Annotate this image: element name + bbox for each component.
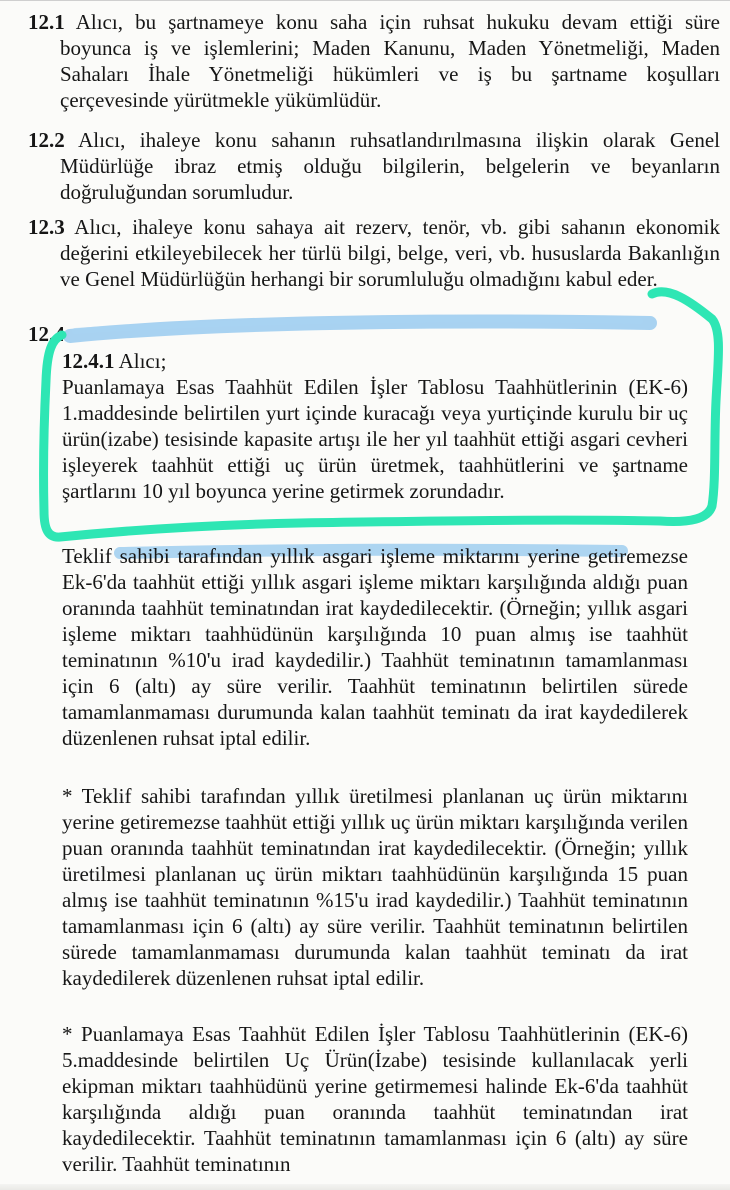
subsection-12-4-1-heading xyxy=(62,348,688,374)
section-text: Alıcı, bu şartnameye konu saha için ruhsat hukuku devam ettiği süre boyunca iş ve işlemlerini; Maden Kanunu, Maden Yönetmeliği, Maden Sahaları İhale Yönetmeliği hükümleri ve iş bu şartname koşulları çerçevesinde yürütmekle yükümlüdür. xyxy=(60,10,721,112)
paragraph-penalty-equipment xyxy=(62,1021,688,1177)
section-number: 12.1 xyxy=(28,10,65,34)
paragraph-text: Teklif sahibi tarafından yıllık asgari işleme miktarını yerine getiremezse Ek-6'da taahhüt ettiği yıllık asgari işleme miktarı karşılığında aldığı puan oranında taahhüt teminatından irat kaydedilecektir. (Örneğin; yıllık asgari işleme miktarı taahhüdünün karşılığında 10 puan almış ise taahhüt teminatının %10'u irad kaydedilir.) Taahhüt teminatının tamamlanması için 6 (altı) ay süre verilir. Taahhüt teminatının belirtilen sürede tamamlanmaması durumunda kalan taahhüt teminatı da irat kaydedilerek düzenlenen ruhsat iptal edilir. xyxy=(62,544,688,750)
paragraph-text: * Teklif sahibi tarafından yıllık üretilmesi planlanan uç ürün miktarını yerine getiremezse taahhüt ettiği yıllık uç ürün miktarı karşılığında verilen puan oranında taahhüt teminatından irat kaydedilecektir. (Örneğin; yıllık üretilmesi planlanan uç ürün miktarı taahhüdünün karşılığında 15 puan almış ise taahhüt teminatının %15'u irad kaydedilir.) Taahhüt teminatının tamamlanması için 6 (altı) ay süre verilir. Taahhüt teminatının belirtilen sürede tamamlanmaması durumunda kalan taahhüt teminatı da irat kaydedilerek düzenlenen ruhsat iptal edilir. xyxy=(62,784,688,990)
section-number: 12.3 xyxy=(28,215,65,239)
subsection-heading: Alıcı; xyxy=(118,349,167,373)
page-bottom-edge xyxy=(0,1184,730,1190)
section-12-2 xyxy=(28,127,720,205)
subsection-text: Puanlamaya Esas Taahhüt Edilen İşler Tablosu Taahhütlerinin (EK-6) 1.maddesinde belirtilen yurt içinde kuracağı veya yurtiçinde kurulu bir uç ürün(izabe) tesisinde kapasite artışı ile her yıl taahhüt ettiği asgari cevheri işleyerek taahhüt ettiği uç ürün üretmek, taahhütlerini ve şartname şartlarını 10 yıl boyunca yerine getirmek zorundadır. xyxy=(62,375,688,503)
section-12-1 xyxy=(28,9,720,113)
section-text: Alıcı, ihaleye konu sahanın ruhsatlandırılmasına ilişkin olarak Genel Müdürlüğe ibraz etmiş olduğu bilgilerin, belgelerin ve beyanların doğruluğundan sorumludur. xyxy=(60,128,720,204)
section-text: Alıcı, ihaleye konu sahaya ait rezerv, tenör, vb. gibi sahanın ekonomik değerini etkileyebilecek her türlü bilgi, belge, veri, vb. hususlarda Bakanlığın ve Genel Müdürlüğün herhangi bir sorumluluğu olmadığını kabul eder. xyxy=(60,215,721,291)
paragraph-penalty-processing xyxy=(62,543,688,751)
paragraph-text: * Puanlamaya Esas Taahhüt Edilen İşler Tablosu Taahhütlerinin (EK-6) 5.maddesinde belirtilen Uç Ürün(İzabe) tesisinde kullanılacak yerli ekipman miktarı taahhüdünü yerine getirmemesi halinde Ek-6'da taahhüt karşılığında aldığı puan oranında taahhüt teminatından irat kaydedilecektir. Taahhüt teminatının tamamlanması için 6 (altı) ay süre verilir. Taahhüt teminatının xyxy=(62,1022,688,1176)
section-number: 12.2 xyxy=(28,128,65,152)
section-12-4 xyxy=(28,321,688,347)
subsection-number: 12.4.1 xyxy=(62,349,115,373)
subsection-12-4-1-body xyxy=(62,374,688,504)
section-number: 12.4 xyxy=(28,322,65,346)
paragraph-penalty-production xyxy=(62,783,688,991)
section-12-3 xyxy=(28,214,720,292)
